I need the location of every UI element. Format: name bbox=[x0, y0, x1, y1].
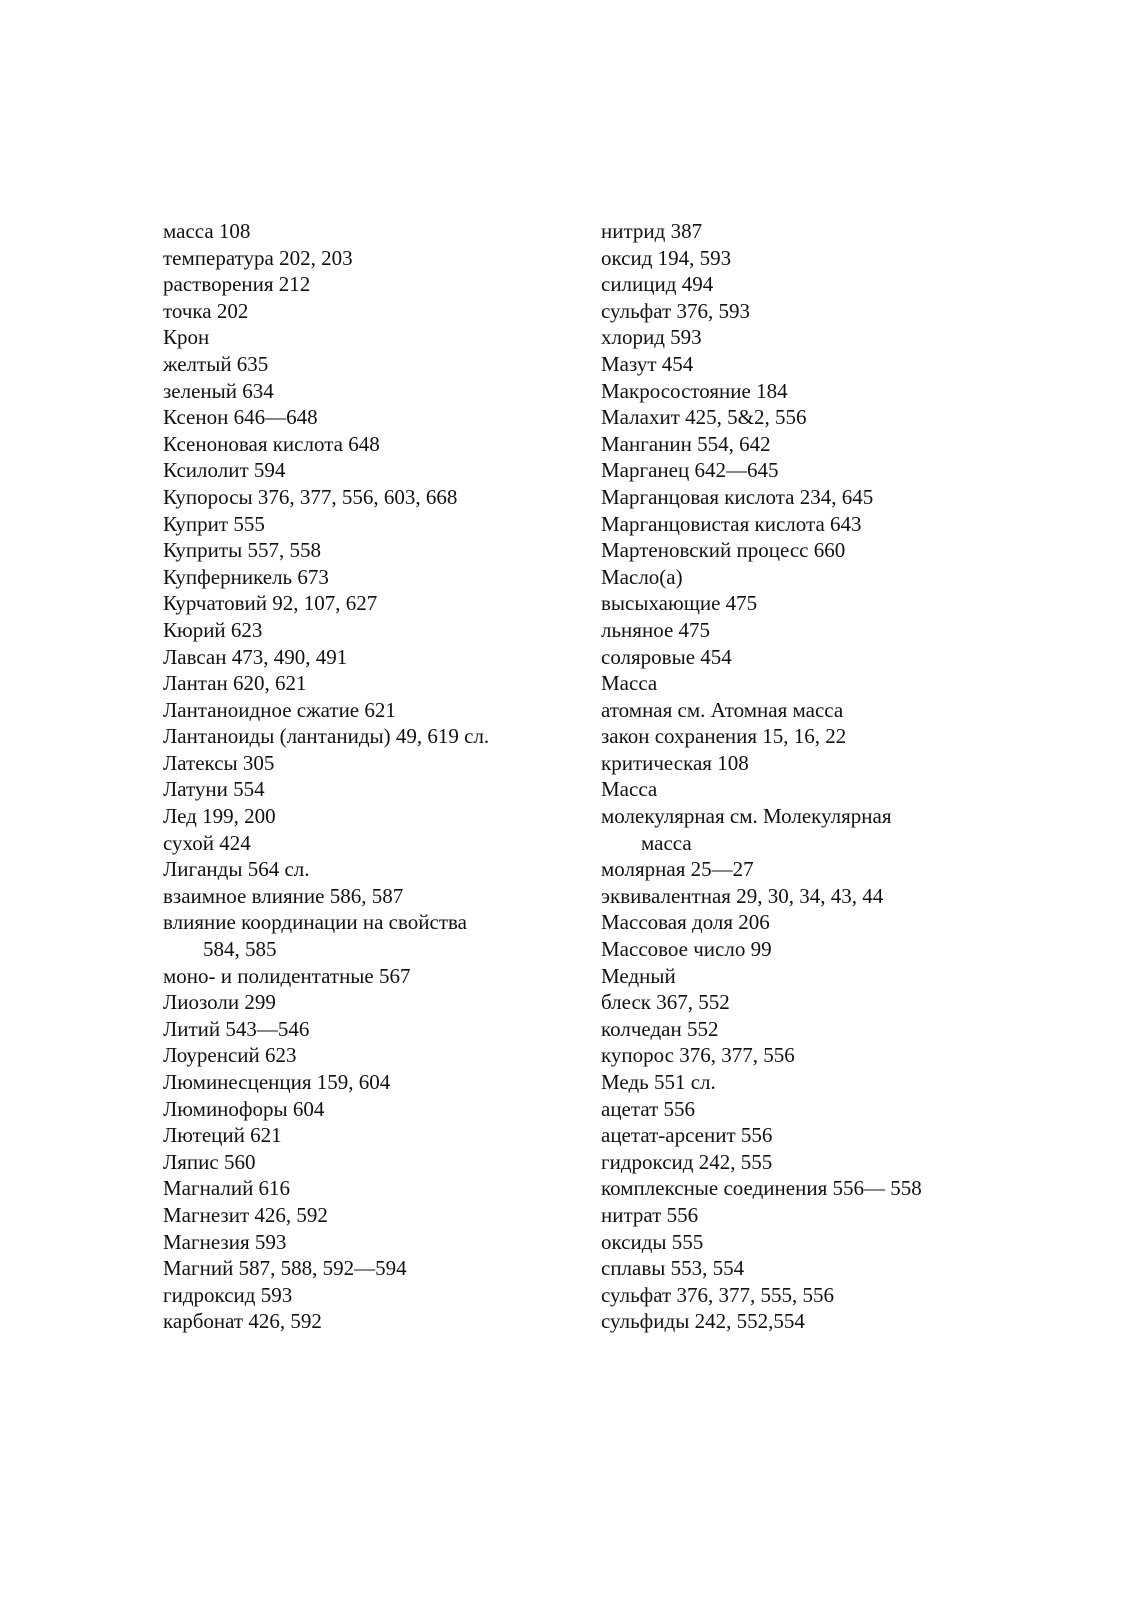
index-entry-continuation: масса bbox=[641, 830, 692, 855]
index-entry: Магнезия 593 bbox=[163, 1229, 287, 1254]
index-entry: зеленый 634 bbox=[163, 378, 274, 403]
index-entry: Куприт 555 bbox=[163, 511, 265, 536]
index-entry: ацетат-арсенит 556 bbox=[601, 1123, 773, 1148]
index-entry: ацетат 556 bbox=[601, 1096, 696, 1121]
index-entry: критическая 108 bbox=[601, 750, 749, 775]
index-entry: льняное 475 bbox=[601, 617, 711, 642]
index-entry: Малахит 425, 5&2, 556 bbox=[601, 405, 807, 430]
index-entry: Макросостояние 184 bbox=[601, 378, 788, 403]
index-entry: Лантан 620, 621 bbox=[163, 671, 307, 696]
index-entry: карбонат 426, 592 bbox=[163, 1309, 322, 1334]
index-entry: гидроксид 242, 555 bbox=[601, 1149, 773, 1174]
index-entry: моно- и полидентатные 567 bbox=[163, 963, 411, 988]
index-entry: Магналий 616 bbox=[163, 1176, 291, 1201]
index-entry: купорос 376, 377, 556 bbox=[601, 1043, 795, 1068]
index-entry: Курчатовий 92, 107, 627 bbox=[163, 591, 378, 616]
index-entry: Лантаноиды (лантаниды) 49, 619 сл. bbox=[163, 724, 490, 749]
index-entry: Ксеноновая кислота 648 bbox=[163, 431, 380, 456]
index-entry: Масса bbox=[601, 777, 658, 802]
index-entry: Мартеновский процесс 660 bbox=[601, 538, 846, 563]
index-entry: Мазут 454 bbox=[601, 351, 694, 376]
index-entry: сульфат 376, 593 bbox=[601, 298, 750, 323]
index-entry: высыхающие 475 bbox=[601, 591, 758, 616]
index-entry: хлорид 593 bbox=[601, 325, 702, 350]
index-entry: сульфат 376, 377, 555, 556 bbox=[601, 1282, 834, 1307]
index-entry: Ксилолит 594 bbox=[163, 458, 286, 483]
index-entry: гидроксид 593 bbox=[163, 1282, 293, 1307]
index-entry: Марганец 642—645 bbox=[601, 458, 779, 483]
index-entry: оксиды 555 bbox=[601, 1229, 704, 1254]
index-entry: Манганин 554, 642 bbox=[601, 431, 771, 456]
index-entry: Крон bbox=[163, 325, 210, 350]
index-entry: силицид 494 bbox=[601, 272, 714, 297]
index-entry: Лиганды 564 сл. bbox=[163, 857, 310, 882]
index-entry: Медный bbox=[601, 963, 676, 988]
index-entry: влияние координации на свойства bbox=[163, 910, 467, 935]
index-entry: эквивалентная 29, 30, 34, 43, 44 bbox=[601, 883, 884, 908]
index-entry: закон сохранения 15, 16, 22 bbox=[601, 724, 847, 749]
index-entry: Лютеций 621 bbox=[163, 1123, 282, 1148]
index-entry: Купоросы 376, 377, 556, 603, 668 bbox=[163, 484, 458, 509]
index-entry: сухой 424 bbox=[163, 830, 251, 855]
index-entry: Куприты 557, 558 bbox=[163, 538, 321, 563]
index-entry: молярная 25—27 bbox=[601, 857, 754, 882]
index-entry: Лавсан 473, 490, 491 bbox=[163, 644, 348, 669]
index-entry: Магний 587, 588, 592—594 bbox=[163, 1256, 407, 1281]
index-entry: Ксенон 646—648 bbox=[163, 405, 318, 430]
index-entry: Литий 543—546 bbox=[163, 1016, 310, 1041]
index-column-left bbox=[163, 218, 593, 1335]
index-entry: Масло(а) bbox=[601, 564, 683, 589]
index-entry: Массовое число 99 bbox=[601, 937, 772, 962]
index-entry: Ляпис 560 bbox=[163, 1149, 256, 1174]
index-entry: Лиозоли 299 bbox=[163, 990, 276, 1015]
index-entry: Магнезит 426, 592 bbox=[163, 1202, 328, 1227]
index-entry: соляровые 454 bbox=[601, 644, 732, 669]
index-entry: Лоуренсий 623 bbox=[163, 1043, 297, 1068]
index-entry: взаимное влияние 586, 587 bbox=[163, 883, 404, 908]
index-entry: масса 108 bbox=[163, 219, 251, 243]
index-entry: Латуни 554 bbox=[163, 777, 265, 802]
index-entry: Люминесценция 159, 604 bbox=[163, 1070, 391, 1094]
index-entry: комплексные соединения 556— 558 bbox=[601, 1176, 922, 1201]
index-entry: колчедан 552 bbox=[601, 1016, 719, 1041]
index-entry: Купферникель 673 bbox=[163, 564, 329, 589]
index-entry: нитрид 387 bbox=[601, 219, 703, 243]
index-entry: молекулярная см. Молекулярная bbox=[601, 804, 892, 829]
index-entry: точка 202 bbox=[163, 298, 249, 323]
index-column-right bbox=[601, 218, 1031, 1335]
index-entry: Лантаноидное сжатие 621 bbox=[163, 697, 396, 722]
index-entry: блеск 367, 552 bbox=[601, 990, 730, 1015]
index-entry: сплавы 553, 554 bbox=[601, 1256, 745, 1281]
index-entry: растворения 212 bbox=[163, 272, 311, 297]
index-entry: атомная см. Атомная масса bbox=[601, 697, 844, 722]
index-entry: нитрат 556 bbox=[601, 1202, 699, 1227]
index-entry: желтый 635 bbox=[163, 351, 269, 376]
index-entry: Люминофоры 604 bbox=[163, 1096, 325, 1121]
index-entry: Кюрий 623 bbox=[163, 617, 263, 642]
index-entry: температура 202, 203 bbox=[163, 245, 353, 270]
index-entry: Латексы 305 bbox=[163, 750, 275, 775]
index-entry: сульфиды 242, 552,554 bbox=[601, 1309, 805, 1334]
index-entry: Марганцовая кислота 234, 645 bbox=[601, 484, 874, 509]
index-entry-continuation: 584, 585 bbox=[203, 937, 277, 962]
index-entry: Лед 199, 200 bbox=[163, 804, 276, 829]
index-entry: Масса bbox=[601, 671, 658, 696]
index-entry: оксид 194, 593 bbox=[601, 245, 732, 270]
index-entry: Массовая доля 206 bbox=[601, 910, 770, 935]
index-entry: Марганцовистая кислота 643 bbox=[601, 511, 862, 536]
index-entry: Медь 551 сл. bbox=[601, 1070, 716, 1094]
